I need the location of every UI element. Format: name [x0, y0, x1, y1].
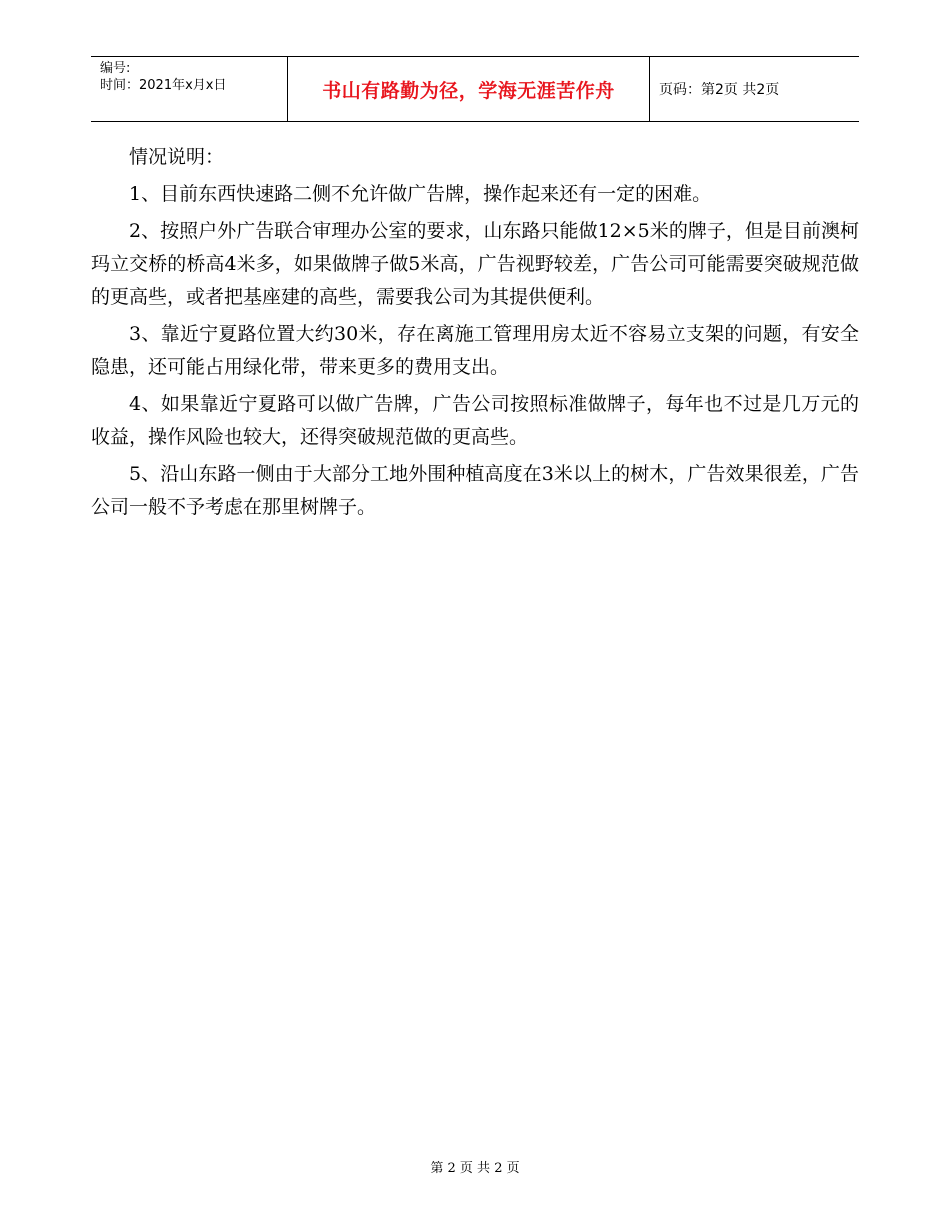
document-time-label: 时间：2021年x月x日 [100, 78, 227, 93]
header-page-info: 页码：第2页 共2页 [659, 82, 780, 98]
list-item: 5、沿山东路一侧由于大部分工地外围种植高度在3米以上的树木，广告效果很差，广告公司一般不予考虑在那里树牌子。 [91, 463, 859, 518]
list-item: 2、按照户外广告联合审理办公室的要求，山东路只能做12×5米的牌子，但是目前澳柯玛立交桥的桥高4米多，如果做牌子做5米高，广告视野较差，广告公司可能需要突破规范做的更高些，或者把基座建的高些，需要我公司为其提供便利。 [91, 220, 859, 308]
section-heading: 情况说明： [129, 146, 225, 168]
document-header [91, 56, 859, 122]
header-meta [91, 57, 287, 121]
list-item: 4、如果靠近宁夏路可以做广告牌，广告公司按照标准做牌子，每年也不过是几万元的收益，操作风险也较大，还得突破规范做的更高些。 [91, 393, 859, 448]
list-item: 3、靠近宁夏路位置大约30米，存在离施工管理用房太近不容易立支架的问题，有安全隐患，还可能占用绿化带，带来更多的费用支出。 [91, 323, 859, 378]
list-item: 1、目前东西快速路二侧不允许做广告牌，操作起来还有一定的困难。 [129, 183, 712, 205]
page-footer: 第 2 页 共 2 页 [430, 1161, 520, 1176]
header-motto: 书山有路勤为径，学海无涯苦作舟 [287, 57, 650, 121]
document-body [91, 141, 859, 524]
document-number-label: 编号: [100, 61, 131, 76]
